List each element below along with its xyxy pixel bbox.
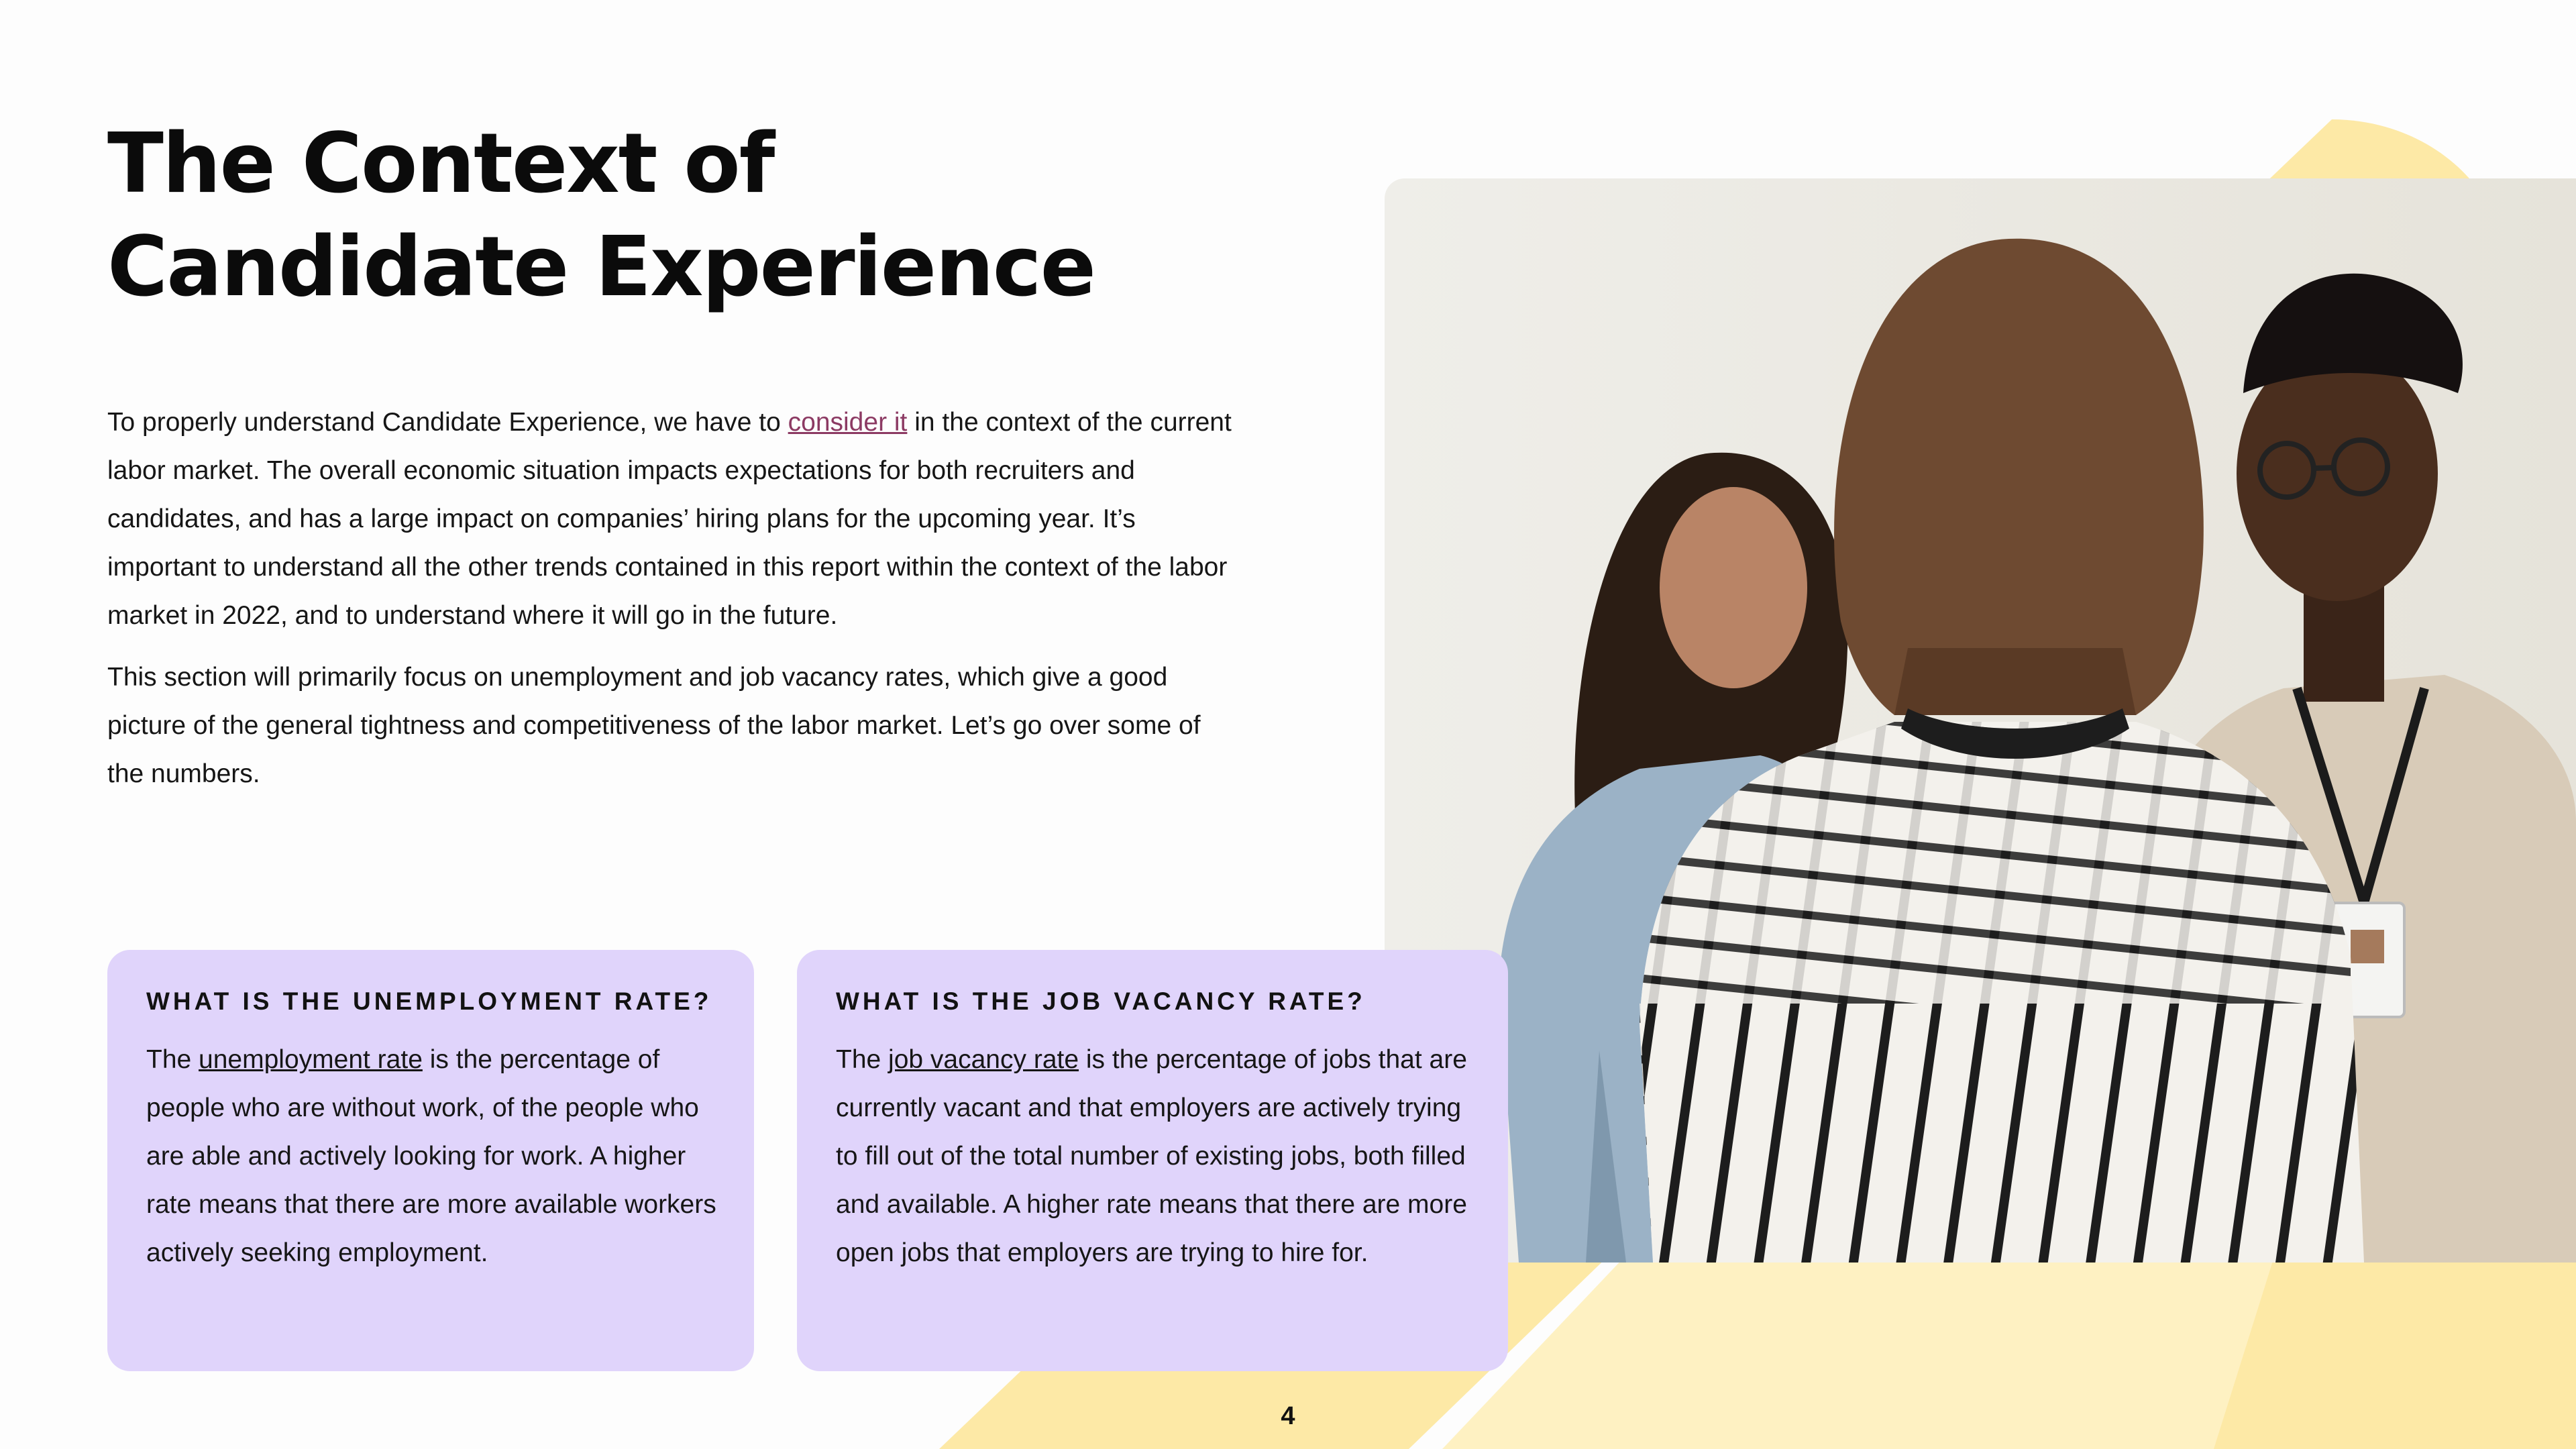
unemployment-card-text xyxy=(146,1036,716,1277)
unemployment-rate-link[interactable]: unemployment rate xyxy=(199,1045,423,1074)
intro-paragraph-1 xyxy=(107,398,1234,640)
intro-text xyxy=(107,398,1234,798)
job-vacancy-card-text xyxy=(836,1036,1470,1277)
unemployment-text-before-link: The xyxy=(146,1045,199,1074)
intro-text-before-link: To properly understand Candidate Experience, we have to xyxy=(107,408,788,437)
unemployment-rate-card xyxy=(107,950,754,1371)
page-title: The Context of Candidate Experience xyxy=(107,116,1095,315)
team-photo xyxy=(1385,178,2576,1263)
intro-text-after-link: in the context of the current labor market. The overall economic situation impacts expectations for both recruiters and candidates, and has a large impact on companies’ hiring plans for the upcoming year. It’s important to understand all the other trends contained in this report within the context of the labor market in 2022, and to understand where it will go in the future. xyxy=(107,408,1232,630)
page-number: 4 xyxy=(1281,1402,1295,1430)
unemployment-text-after-link: is the percentage of people who are without work, of the people who are able and actively looking for work. A higher rate means that there are more available workers actively seeking employment. xyxy=(146,1045,716,1267)
job-vacancy-text-after-link: is the percentage of jobs that are currently vacant and that employers are actively trying to fill out of the total number of existing jobs, both filled and available. A higher rate means that there are more open jobs that employers are trying to hire for. xyxy=(836,1045,1467,1267)
job-vacancy-card-heading: WHAT IS THE JOB VACANCY RATE? xyxy=(836,987,1366,1015)
job-vacancy-rate-link[interactable]: job vacancy rate xyxy=(888,1045,1079,1074)
intro-paragraph-2: This section will primarily focus on unemployment and job vacancy rates, which give a good picture of the general tightness and competitiveness of the labor market. Let’s go over some of the numbers. xyxy=(107,663,1201,788)
people-talking-illustration xyxy=(1385,178,2576,1263)
unemployment-card-heading: WHAT IS THE UNEMPLOYMENT RATE? xyxy=(146,987,712,1015)
job-vacancy-text-before-link: The xyxy=(836,1045,889,1074)
consider-it-link[interactable]: consider it xyxy=(788,408,908,437)
job-vacancy-rate-card xyxy=(797,950,1508,1371)
